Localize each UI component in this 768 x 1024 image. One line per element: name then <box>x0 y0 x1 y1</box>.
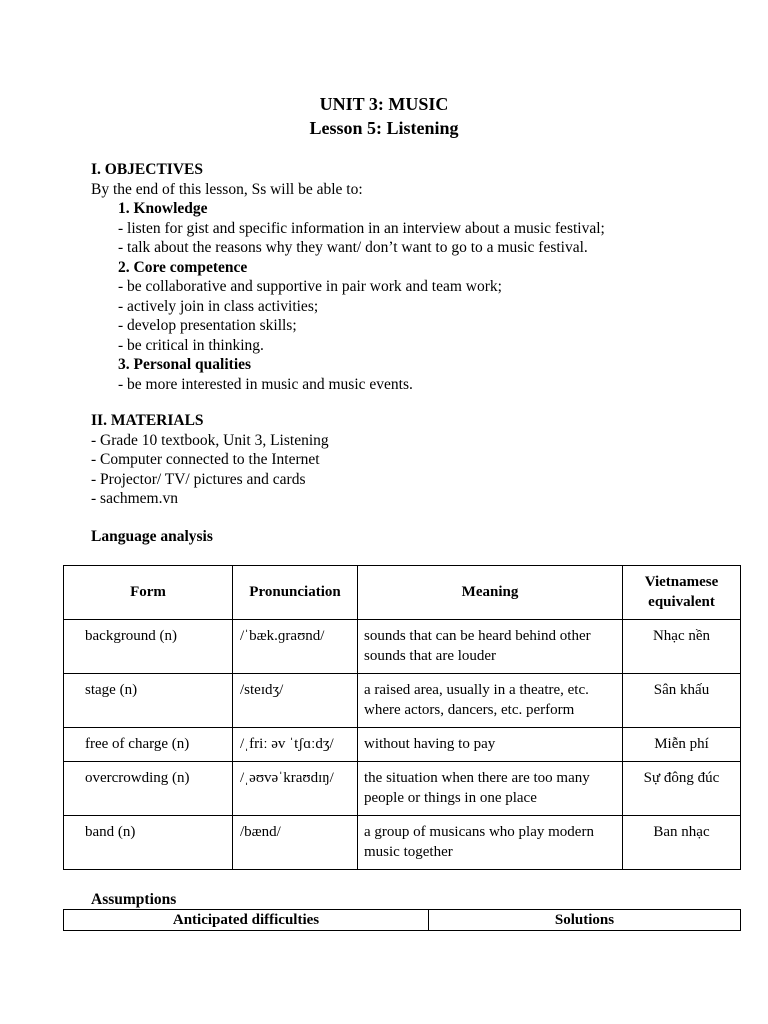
cell-form: background (n) <box>64 620 233 674</box>
cell-form: band (n) <box>64 816 233 870</box>
table-row <box>64 816 741 870</box>
personal-qualities-heading: 3. Personal qualities <box>118 356 252 373</box>
assumptions-heading: Assumptions <box>91 891 177 908</box>
cell-pronunciation: /ˌəʊvəˈkraʊdɪŋ/ <box>233 762 358 816</box>
cell-form: free of charge (n) <box>64 728 233 762</box>
column-header-solutions: Solutions <box>429 910 741 931</box>
list-item: - Grade 10 textbook, Unit 3, Listening <box>91 431 329 449</box>
table-row <box>64 728 741 762</box>
list-item: - talk about the reasons why they want/ don’t want to go to a music festival. <box>118 239 588 256</box>
list-item: - develop presentation skills; <box>118 317 297 334</box>
assumptions-table <box>63 909 741 931</box>
objectives-heading: I. OBJECTIVES <box>91 161 203 178</box>
cell-meaning: a raised area, usually in a theatre, etc. where actors, dancers, etc. perform <box>358 674 623 728</box>
objectives-section <box>91 160 731 394</box>
cell-meaning: a group of musicans who play modern music together <box>358 816 623 870</box>
cell-vietnamese: Nhạc nền <box>623 620 741 674</box>
table-header-row <box>64 910 741 931</box>
list-item: - Computer connected to the Internet <box>91 451 320 468</box>
list-item: - actively join in class activities; <box>118 297 319 315</box>
cell-meaning: the situation when there are too many people or things in one place <box>358 762 623 816</box>
list-item: - be more interested in music and music events. <box>118 375 413 393</box>
list-item: - listen for gist and specific information in an interview about a music festival; <box>118 219 605 237</box>
cell-pronunciation: /steɪdʒ/ <box>233 674 358 728</box>
table-row <box>64 620 741 674</box>
cell-meaning: sounds that can be heard behind other sounds that are louder <box>358 620 623 674</box>
cell-pronunciation: /ˌfriː əv ˈtʃɑːdʒ/ <box>233 728 358 762</box>
core-competence-heading: 2. Core competence <box>118 258 248 276</box>
table-row <box>64 674 741 728</box>
cell-form: stage (n) <box>64 674 233 728</box>
knowledge-heading: 1. Knowledge <box>118 200 208 217</box>
column-header-meaning: Meaning <box>358 566 623 620</box>
cell-vietnamese: Miễn phí <box>623 728 741 762</box>
cell-meaning: without having to pay <box>358 728 623 762</box>
list-item: - be critical in thinking. <box>118 336 264 354</box>
cell-vietnamese: Sự đông đúc <box>623 762 741 816</box>
materials-heading: II. MATERIALS <box>91 412 204 429</box>
language-analysis-table <box>63 565 741 870</box>
cell-form: overcrowding (n) <box>64 762 233 816</box>
materials-section <box>91 411 731 509</box>
cell-vietnamese: Ban nhạc <box>623 816 741 870</box>
cell-pronunciation: /ˈbæk.ɡraʊnd/ <box>233 620 358 674</box>
list-item: - Projector/ TV/ pictures and cards <box>91 470 306 488</box>
table-header-row <box>64 566 741 620</box>
column-header-form: Form <box>64 566 233 620</box>
list-item: - sachmem.vn <box>91 490 178 507</box>
language-analysis-heading: Language analysis <box>91 528 213 545</box>
objectives-intro: By the end of this lesson, Ss will be able to: <box>91 180 363 198</box>
unit-title: UNIT 3: MUSIC <box>319 94 449 114</box>
column-header-vietnamese: Vietnamese equivalent <box>623 566 741 620</box>
column-header-pronunciation: Pronunciation <box>233 566 358 620</box>
table-row <box>64 762 741 816</box>
cell-pronunciation: /bænd/ <box>233 816 358 870</box>
lesson-title: Lesson 5: Listening <box>309 118 459 138</box>
knowledge-subsection <box>91 199 731 394</box>
cell-vietnamese: Sân khấu <box>623 674 741 728</box>
list-item: - be collaborative and supportive in pair work and team work; <box>118 278 502 295</box>
column-header-difficulties: Anticipated difficulties <box>64 910 429 931</box>
